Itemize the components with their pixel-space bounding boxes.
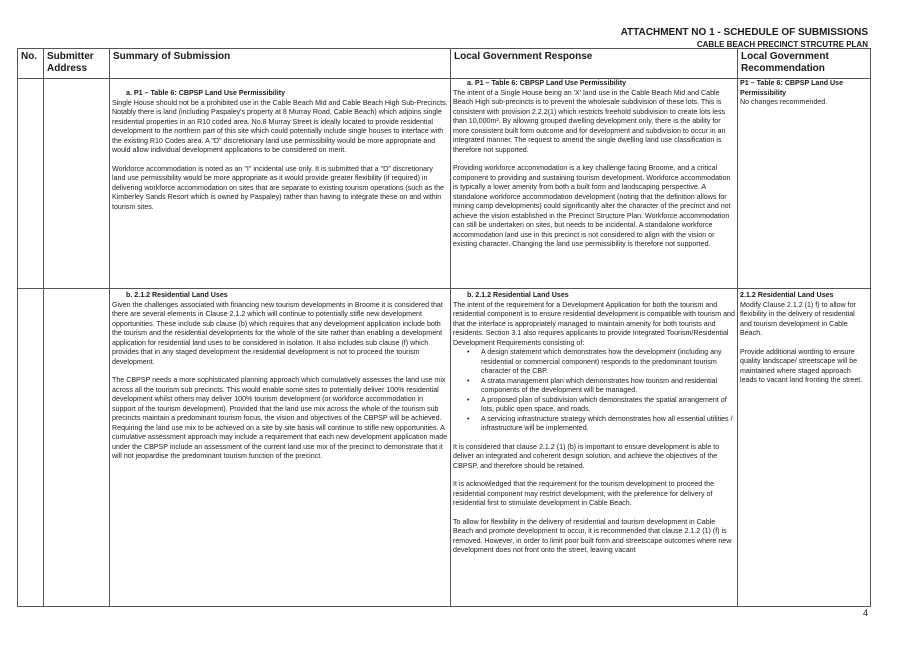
column-header-no: No. (18, 49, 44, 79)
document-title: ATTACHMENT NO 1 - SCHEDULE OF SUBMISSIONS (620, 27, 868, 38)
page-number: 4 (862, 608, 868, 618)
cell-response (451, 79, 738, 289)
response-paragraph: It is acknowledged that the requirement for the tourism development to proceed the residential component may restrict development, with the preference for delivery of residential first to stimulate development in Cable Beach. (453, 480, 715, 507)
summary-paragraph: The CBPSP needs a more sophisticated planning approach which cumulatively assesses the land use mix across all the tourism sub precincts. This would enable some sites to potentially deliver 100% residential development whilst others may deliver 100% tourism development (or workforce accommodation in support of the tourism development). Provided that the land use mix across the whole of the tourism sub precincts maintain a predominant tourism focus, the vision and objectives of the CBPSP will be achieved. Requiring the land use mix to be achieved on a site by site basis will continue to stifle new opportunities. A cumulative assessment approach may include a requirement that each new development application made under the CBPSP include an assessment of the current land use mix of the precinct to demonstrate that it will not jeopardise the predominant tourism function of the precinct. (112, 376, 448, 460)
column-header-recommendation: Local Government Recommendation (738, 49, 871, 79)
cell-submitter (44, 79, 110, 289)
response-bullet-list (467, 348, 735, 434)
table-row (18, 289, 871, 607)
list-item: • A design statement which demonstrates how the development (including any residential or commercial component) responds to the predominant tourism character of the CBP. (467, 348, 735, 377)
column-header-summary: Summary of Submission (110, 49, 451, 79)
cell-summary (110, 79, 451, 289)
summary-heading: a. P1 – Table 6: CBPSP Land Use Permissibility (126, 89, 286, 97)
response-paragraph: The intent of a Single House being an 'X' land use in the Cable Beach Mid and Cable Beach High sub-precincts is to prevent the wholesale subdivision of these lots. This is consistent with provision 2.2.2(1) which restricts freehold subdivision to create lots less than 10,000m². By allowing grouped dwelling development only, there is the ability for more consistent built form outcome and for development and subdivision to occur in an integrated manner. The request to amend the single dwelling land use classification is therefore not supported. (453, 88, 726, 154)
cell-summary (110, 289, 451, 607)
document-subtitle: CABLE BEACH PRECINCT STRCUTRE PLAN (696, 40, 868, 49)
response-heading: a. P1 – Table 6: CBPSP Land Use Permissibility (467, 79, 627, 87)
column-header-submitter: Submitter Address (44, 49, 110, 79)
submissions-table (17, 48, 871, 607)
summary-paragraph: Workforce accommodation is noted as an "I" incidental use only. It is submitted that a "D" discretionary land use permissibility would be more appropriate as it would provide greater flexibility (if required) in delivering workforce accommodation on sites that are separate to existing tourism operations (such as the Kimberley Sands Resort which is owned by Paspaley) rather than having to integrate these on and within tourism sites. (112, 164, 444, 211)
list-item: • A servicing infrastructure strategy which demonstrates how all essential utilities / infrastructure will be implemented. (467, 415, 735, 434)
list-item: • A strata management plan which demonstrates how tourism and residential components of the development will be managed. (467, 377, 735, 396)
recommendation-paragraph: No changes recommended. (740, 98, 828, 106)
table-header-row (18, 49, 871, 79)
table-row (18, 79, 871, 289)
response-paragraph: Providing workforce accommodation is a key challenge facing Broome, and a critical component to providing and sustaining tourism development. Workforce accommodation is typically a lower amenity from both a built form and landscaping perspective. A standalone workforce accommodation development (noting that the definition allows for mining camp developments) could significantly alter the character of the precinct and not achieve the vision established in the Precinct Structure Plan. Workforce accommodation can still be undertaken on sites, but needs to be incidental. A standalone workforce accommodation land use in this precinct is not considered to align with the vision or existing character. Changing the land use permissibility is therefore not supported. (453, 164, 731, 248)
recommendation-paragraph: Modify Clause 2.1.2 (1) f) to allow for flexibility in the delivery of residential and tourism development in Cable Beach. (740, 300, 856, 337)
cell-submitter (44, 289, 110, 607)
summary-heading: b. 2.1.2 Residential Land Uses (126, 291, 228, 299)
cell-recommendation (738, 289, 871, 607)
summary-paragraph: Given the challenges associated with financing new tourism developments in Broome it is considered that there are several elements in Clause 2.1.2 which will continue to potentially stifle new development opportunities. These include sub clause (b) which requires that any development application include both the tourism and the residential developments for the whole of the site rather than enabling a development application for residential land uses to be considered in isolation. It also includes sub clause (f) which provides that in any staged development the residential development is not to proceed the tourism development. (112, 300, 443, 366)
column-header-response: Local Government Response (451, 49, 738, 79)
recommendation-heading: P1 – Table 6: CBPSP Land Use Permissibility (740, 79, 844, 97)
cell-recommendation (738, 79, 871, 289)
response-intro: The intent of the requirement for a Development Application for both the tourism and residential component is to ensure residential development is compatible with tourism and that the interface is appropriately managed to maintain amenity for both tourists and residents. Section 3.1 also requires applicants to provide Integrated Tourism/Residential Development Requirements consisting of: (453, 300, 735, 347)
recommendation-heading: 2.1.2 Residential Land Uses (740, 291, 834, 299)
cell-no (18, 79, 44, 289)
list-item: • A proposed plan of subdivision which demonstrates the spatial arrangement of lots, public open space, and roads. (467, 396, 735, 415)
recommendation-paragraph: Provide additional wording to ensure quality landscape/ streetscape will be maintained where staged approach leads to vacant land fronting the street. (740, 347, 863, 384)
response-heading: b. 2.1.2 Residential Land Uses (467, 291, 569, 299)
cell-response (451, 289, 738, 607)
response-paragraph: It is considered that clause 2.1.2 (1) (b) is important to ensure development is able to deliver an integrated and coherent design solution, and achieve the objectives of the CBPSP, and therefore should be retained. (453, 442, 720, 470)
cell-no (18, 289, 44, 607)
summary-paragraph: Single House should not be a prohibited use in the Cable Beach Mid and Cable Beach High Sub-Precincts. Notably there is land (including Paspaley's property at 8 Murray Road, Cable Beach) which adjoins single residential properties in an R10 coded area. No.8 Murray Street is ideally located to provide residential development to the northern part of this site which could potentially include single houses to interface with the existing R10 Codes area. A "D" discretionary land use permissibility would be more appropriate and would allow individual development applications to be considered on merit. (112, 98, 448, 154)
response-paragraph: To allow for flexibility in the delivery of residential and tourism development in Cable Beach and promote development to occur, it is recommended that clause 2.1.2 (1) (f) is removed. However, in order to limit poor built form and streetscape outcomes where new development does not front onto the street, leaving vacant (453, 517, 732, 554)
